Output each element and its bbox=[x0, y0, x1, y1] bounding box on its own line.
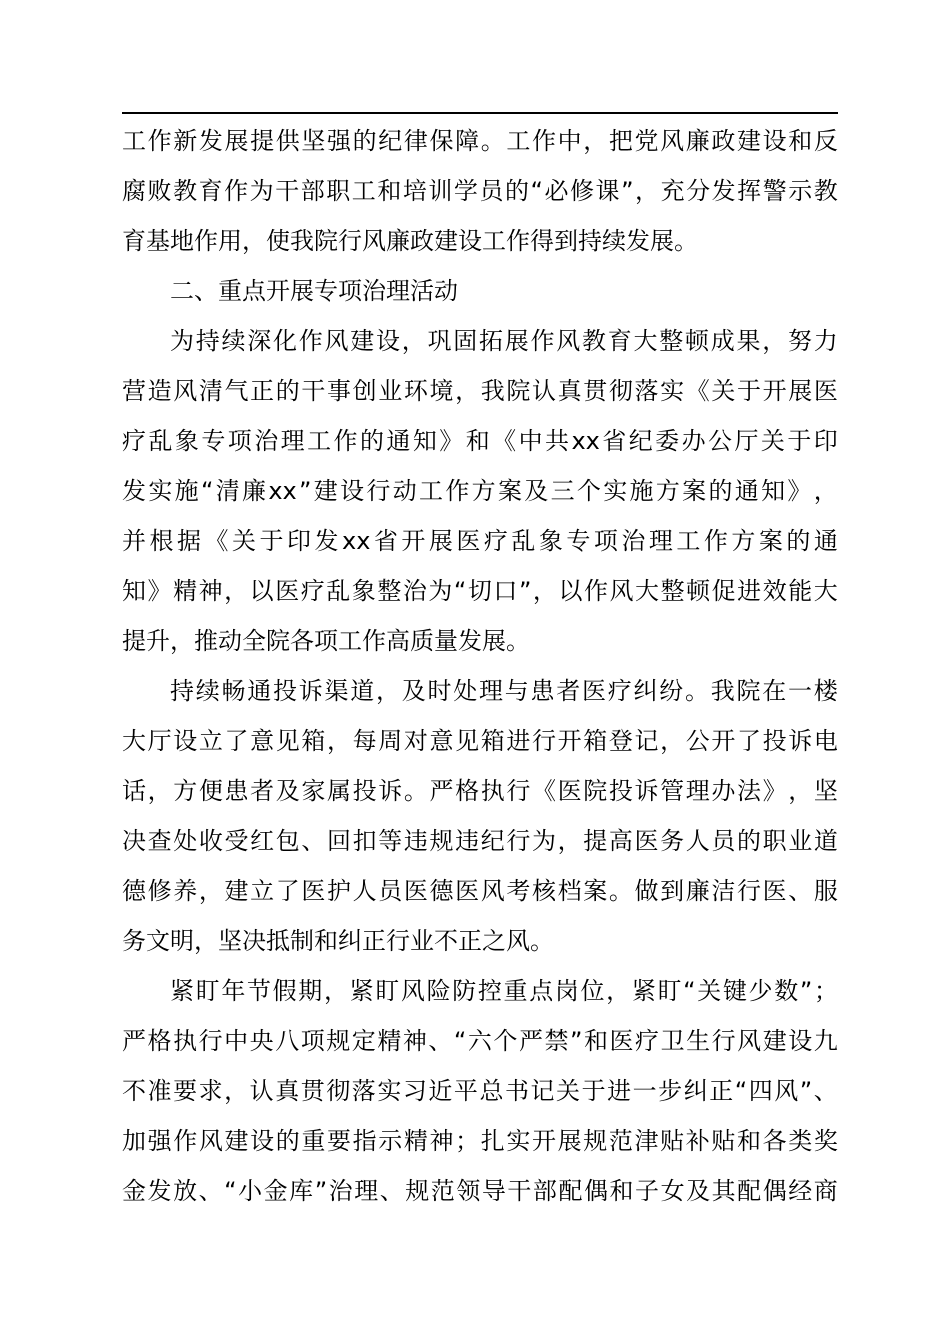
text-line: 加 强 作 风 建 设 的 重 要 指 示 精 神 ； 扎 实 开 展 规 范 津 贴 补 贴 和 各 类 奖 bbox=[122, 1127, 838, 1155]
text-line: 提升，推动全院各项工作高质量发展。 bbox=[122, 627, 530, 655]
text-line: 并 根 据 《 关 于 印 发 xx 省 开 展 医 疗 乱 象 专 项 治 理 工 作 方 案 的 通 bbox=[122, 527, 838, 555]
text-line: 腐 败 教 育 作 为 干 部 职 工 和 培 训 学 员 的 “ 必 修 课 ” ， 充 分 发 挥 警 示 教 bbox=[122, 177, 838, 205]
text-line: 不 准 要 求 ， 认 真 贯 彻 落 实 习 近 平 总 书 记 关 于 进 一 步 纠 正 “ 四 风 ” 、 bbox=[122, 1077, 838, 1105]
text-line: 紧 盯 年 节 假 期 ， 紧 盯 风 险 防 控 重 点 岗 位 ， 紧 盯 “ 关 键 少 数 ” ； bbox=[170, 977, 838, 1005]
text-line: 大 厅 设 立 了 意 见 箱 ， 每 周 对 意 见 箱 进 行 开 箱 登 记 ， 公 开 了 投 诉 电 bbox=[122, 727, 838, 755]
text-line: 营 造 风 清 气 正 的 干 事 创 业 环 境 ， 我 院 认 真 贯 彻 落 实 《 关 于 开 展 医 bbox=[122, 377, 838, 405]
text-line: 持 续 畅 通 投 诉 渠 道 ， 及 时 处 理 与 患 者 医 疗 纠 纷 。 我 院 在 一 楼 bbox=[170, 677, 838, 705]
document-body bbox=[122, 116, 838, 1216]
text-line: 疗 乱 象 专 项 治 理 工 作 的 通 知 》 和 《 中 共 xx 省 纪 委 办 公 厅 关 于 印 bbox=[122, 427, 838, 455]
text-line: 金 发 放 、 “ 小 金 库 ” 治 理 、 规 范 领 导 干 部 配 偶 和 子 女 及 其 配 偶 经 商 bbox=[122, 1177, 838, 1205]
text-line: 二、重点开展专项治理活动 bbox=[170, 277, 458, 305]
text-line: 话 ， 方 便 患 者 及 家 属 投 诉 。 严 格 执 行 《 医 院 投 诉 管 理 办 法 》 ， 坚 bbox=[122, 777, 838, 805]
text-line: 育基地作用，使我院行风廉政建设工作得到持续发展。 bbox=[122, 227, 698, 255]
text-line: 工 作 新 发 展 提 供 坚 强 的 纪 律 保 障 。 工 作 中 ， 把 党 风 廉 政 建 设 和 反 bbox=[122, 127, 838, 155]
text-line: 发 实 施 “ 清 廉 xx ” 建 设 行 动 工 作 方 案 及 三 个 实 施 方 案 的 通 知 》 ， bbox=[122, 477, 838, 505]
text-line: 决 查 处 收 受 红 包 、 回 扣 等 违 规 违 纪 行 为 ， 提 高 医 务 人 员 的 职 业 道 bbox=[122, 827, 838, 855]
header-rule bbox=[122, 112, 838, 114]
text-line: 严 格 执 行 中 央 八 项 规 定 精 神 、 “ 六 个 严 禁 ” 和 医 疗 卫 生 行 风 建 设 九 bbox=[122, 1027, 838, 1055]
text-line: 为 持 续 深 化 作 风 建 设 ， 巩 固 拓 展 作 风 教 育 大 整 顿 成 果 ， 努 力 bbox=[170, 327, 838, 355]
text-line: 务文明，坚决抵制和纠正行业不正之风。 bbox=[122, 927, 554, 955]
text-line: 知 》 精 神 ， 以 医 疗 乱 象 整 治 为 “ 切 口 ” ， 以 作 风 大 整 顿 促 进 效 能 大 bbox=[122, 577, 838, 605]
text-line: 德 修 养 ， 建 立 了 医 护 人 员 医 德 医 风 考 核 档 案 。 做 到 廉 洁 行 医 、 服 bbox=[122, 877, 838, 905]
